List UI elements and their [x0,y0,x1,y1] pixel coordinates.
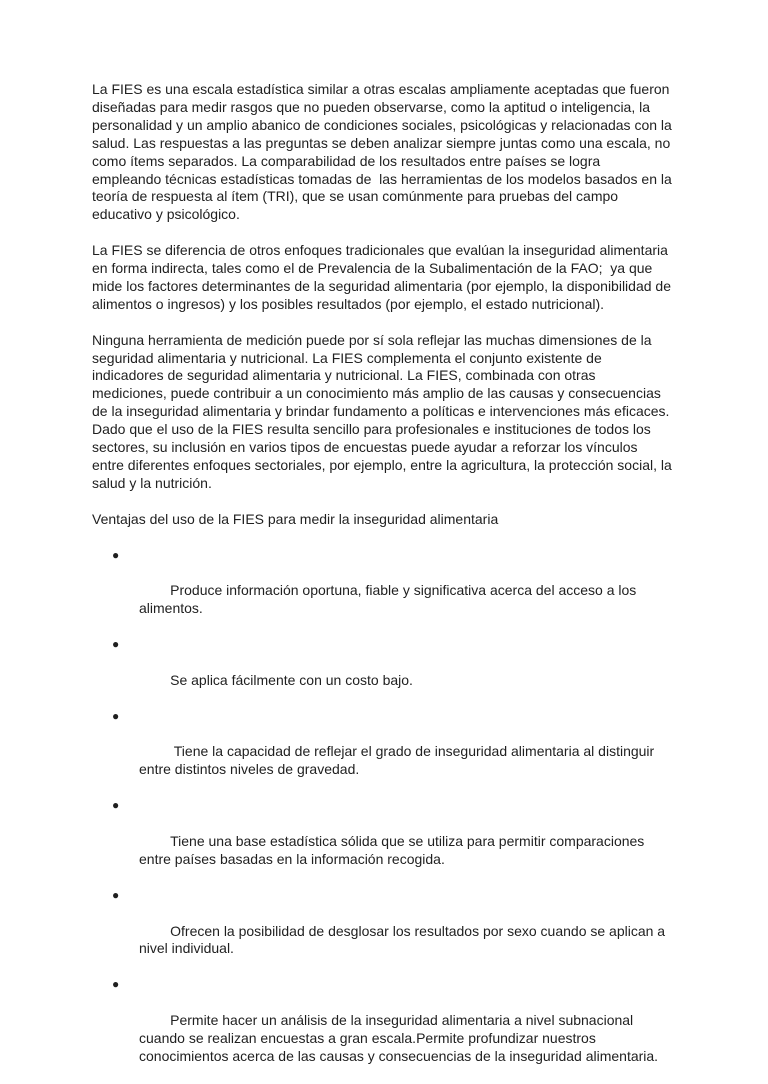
list-item [92,887,672,977]
list-item-text: Produce información oportuna, fiable y significativa acerca del acceso a los alimentos. [139,582,641,617]
bullet-icon: ● [112,708,120,723]
list-item [92,636,672,708]
list-item-text: Ofrecen la posibilidad de desglosar los resultados por sexo cuando se aplican a nivel individual. [139,922,669,957]
bullet-icon: ● [112,977,120,992]
paragraph-fies-complement: Ninguna herramienta de medición puede por sí sola reflejar las muchas dimensiones de la seguridad alimentaria y nutricional. La FIES complementa el conjunto existente de indicadores de seguridad alimentaria y nutricional. La FIES, combinada con otras mediciones, puede contribuir a un conocimiento más amplio de las causas y consecuencias de la inseguridad alimentaria y brindar fundamento a políticas e intervenciones más eficaces. Dado que el uso de la FIES resulta sencillo para profesionales e instituciones de todos los sectores, su inclusión en varios tipos de encuestas puede ayudar a reforzar los vínculos entre diferentes enfoques sectoriales, por ejemplo, entre la agricultura, la protección social, la salud y la nutrición. [92,331,676,491]
section-heading: Ventajas del uso de la FIES para medir la inseguridad alimentaria [92,510,499,527]
list-item-text: Tiene la capacidad de reflejar el grado de inseguridad alimentaria al distinguir entre distintos niveles de gravedad. [139,743,659,778]
bullet-icon: ● [112,547,120,562]
list-item [92,797,672,887]
paragraph-fies-difference: La FIES se diferencia de otros enfoques tradicionales que evalúan la inseguridad alimentaria en forma indirecta, tales como el de Prevalencia de la Subalimentación de la FAO; ya que mide los factores determinantes de la seguridad alimentaria (por ejemplo, la disponibilidad de alimentos o ingresos) y los posibles resultados (por ejemplo, el estado nutricional). [92,242,675,312]
list-item [92,976,672,1083]
list-item-text: Tiene una base estadística sólida que se utiliza para permitir comparaciones entre países basadas en la información recogida. [139,833,649,867]
list-item-text: Permite hacer un análisis de la inseguridad alimentaria a nivel subnacional cuando se realizan encuestas a gran escala.Permite profundizar nuestros conocimientos acerca de las causas y consecuencias de la inseguridad alimentaria. [139,1012,659,1064]
bullet-icon: ● [112,637,120,652]
list-item [92,708,672,798]
list-item [92,547,672,637]
paragraph-fies-definition: La FIES es una escala estadística similar a otras escalas ampliamente aceptadas que fueron diseñadas para medir rasgos que no pueden observarse, como la aptitud o inteligencia, la personalidad y un amplio abanico de condiciones sociales, psicológicas y relacionadas con la salud. Las respuestas a las preguntas se deben analizar siempre juntas como una escala, no como ítems separados. La comparabilidad de los resultados entre países se logra empleando técnicas estadísticas tomadas de las herramientas de los modelos basados en la teoría de respuesta al ítem (TRI), que se usan comúnmente para pruebas del campo educativo y psicológico. [92,81,676,223]
bullet-icon: ● [112,798,120,813]
bullet-icon: ● [112,887,120,902]
document-body [92,81,676,1084]
list-item-text: Se aplica fácilmente con un costo bajo. [170,671,413,688]
advantages-list [92,547,672,1084]
